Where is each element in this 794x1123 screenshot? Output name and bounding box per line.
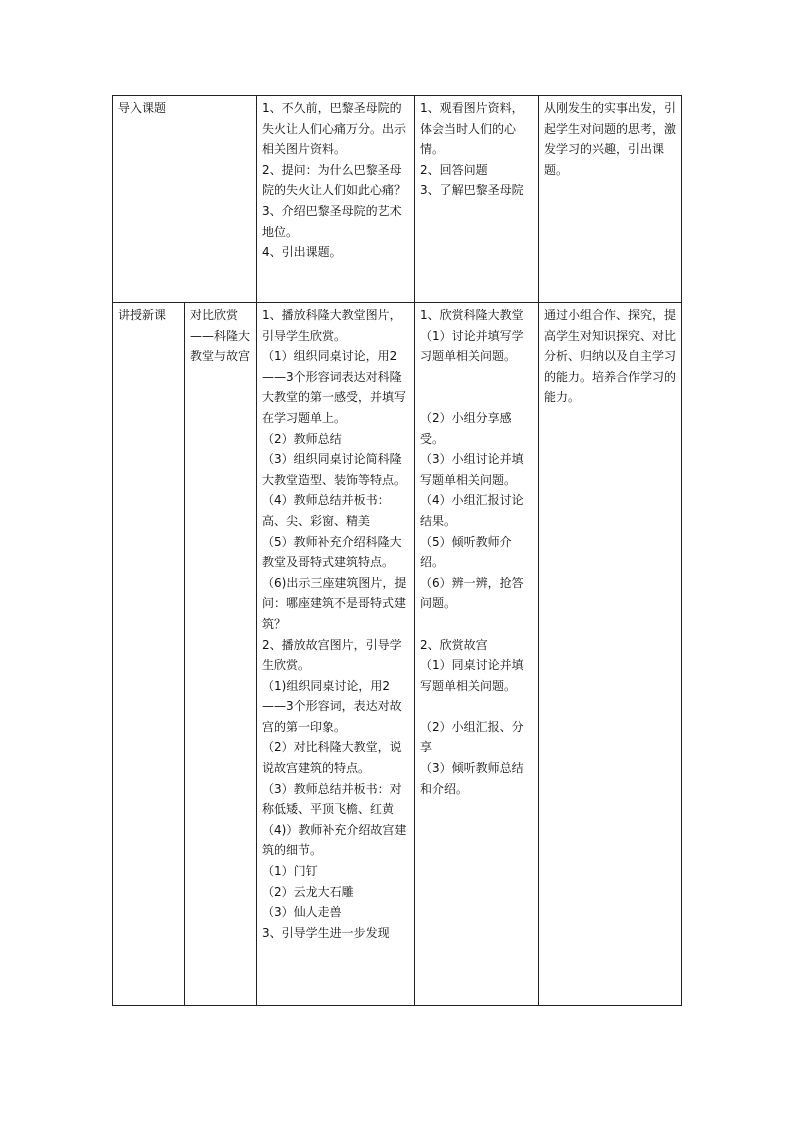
teacher-step: （1)组织同桌讨论，用2——3个形容词，表达对故宫的第一印象。 [262,678,402,734]
teacher-step: （2）云龙大石雕 [262,884,354,899]
teacher-step: （4)）教师补充介绍故宫建筑的细节。 [262,822,407,858]
teacher-step: （3）教师总结并板书：对称低矮、平顶飞檐、红黄 [262,781,402,817]
spacer [420,367,535,388]
student-step: （2）小组汇报、分享 [420,719,524,755]
student-step: （4）小组汇报讨论结果。 [420,493,524,528]
teacher-step: 4、引出课题。 [262,245,342,260]
teacher-step: 2、播放故宫图片，引导学生欣赏。 [262,637,402,673]
topic-label: 对比欣赏——科隆大教堂与故宫 [190,308,251,364]
student-step: 1、观看图片资料，体会当时人们的心情。 [420,101,524,157]
student-step: （3）小组讨论并填写题单相关问题。 [420,452,524,487]
teacher-step: （6)出示三座建筑图片，提问：哪座建筑不是哥特式建筑？ [262,575,407,631]
teacher-step: （1）组织同桌讨论，用2——3个形容词表达对科隆大教堂的第一感受，并填写在学习题单上。 [262,349,407,425]
teacher-step: 3、引导学生进一步发现 [262,925,390,940]
teacher-step: （1）门钉 [262,864,318,879]
topic-cell [185,303,257,1006]
spacer [420,696,535,717]
student-step: 2、回答问题 [420,162,488,177]
teacher-activity-cell [257,303,415,1006]
teacher-activity-cell [257,96,415,303]
teacher-step: （2）对比科隆大教堂，说说故宫建筑的特点。 [262,740,402,776]
spacer [420,614,535,635]
student-step: （2）小组分享感受。 [420,410,512,446]
teacher-step: （3）组织同桌讨论简科隆大教堂造型、装饰等特点。 [262,452,407,487]
student-step: 3、了解巴黎圣母院 [420,183,524,198]
teacher-step: 2、提问：为什么巴黎圣母院的失火让人们如此心痛？ [262,162,407,198]
teacher-step: 3、介绍巴黎圣母院的艺术地位。 [262,203,402,239]
stage-label: 导入课题 [118,101,167,115]
table-row [113,303,682,1006]
teacher-step: （4）教师总结并板书：高、尖、彩窗、精美 [262,493,390,528]
design-intent-text: 通过小组合作、探究，提高学生对知识探究、对比分析、归纳以及自主学习的能力。培养合作学习的能力。 [544,308,677,405]
student-step: （5）倾听教师介绍。 [420,534,512,570]
student-step: 1、欣赏科隆大教堂 [420,308,524,322]
design-intent-cell [539,303,682,1006]
student-activity-cell [415,96,539,303]
table-row [113,96,682,303]
spacer [420,387,535,408]
stage-cell [113,303,185,1006]
stage-cell [113,96,257,303]
student-step: 2、欣赏故宫 [420,637,488,652]
stage-label: 讲授新课 [118,308,167,322]
design-intent-cell [539,96,682,303]
teacher-step: （3）仙人走兽 [262,905,342,920]
student-activity-cell [415,303,539,1006]
lesson-plan-table [112,95,682,1006]
student-step: （1）同桌讨论并填写题单相关问题。 [420,658,524,693]
student-step: （6）辨一辨，抢答问题。 [420,575,524,611]
teacher-step: （2）教师总结 [262,431,342,446]
student-step: （3）倾听教师总结和介绍。 [420,761,524,796]
student-step: （1）讨论并填写学习题单相关问题。 [420,328,524,364]
teacher-step: 1、不久前，巴黎圣母院的失火让人们心痛万分。出示相关图片资料。 [262,101,407,157]
teacher-step: （5）教师补充介绍科隆大教堂及哥特式建筑特点。 [262,534,402,570]
teacher-step: 1、播放科隆大教堂图片，引导学生欣赏。 [262,308,402,343]
design-intent-text: 从刚发生的实事出发，引起学生对问题的思考，激发学习的兴趣，引出课题。 [544,101,677,177]
